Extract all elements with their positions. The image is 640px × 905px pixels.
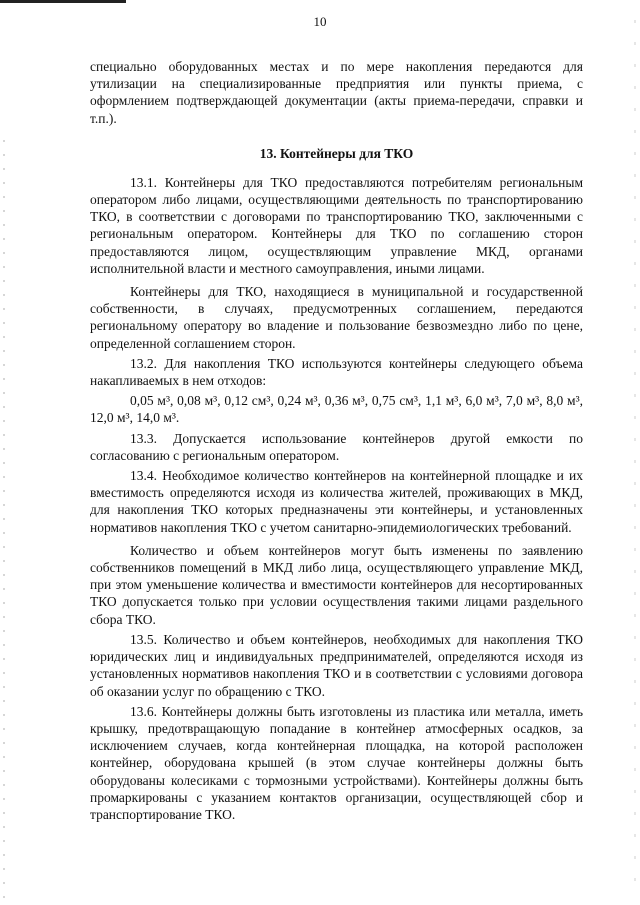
container-volumes: 0,05 м³, 0,08 м³, 0,12 см³, 0,24 м³, 0,36 м³, 0,75 см³, 1,1 м³, 6,0 м³, 7,0 м³, 8,0 м³, 12,0 м³, 14,0 м³. (90, 393, 583, 426)
page-number: 10 (313, 14, 327, 29)
paragraph-13-6: 13.6. Контейнеры должны быть изготовлены из пластика или металла, иметь крышку, предотвращающую попадание в контейнер атмосферных осадков, за исключением случаев, когда контейнерная площадка, на которой расположен контейнер, оборудована крышей (в этом случае контейнеры должны быть оборудованы колесиками с тормозными устройствами). Контейнеры должны быть промаркированы с указанием контактов организации, осуществляющей сбор и транспортирование ТКО. (90, 703, 583, 822)
paragraph-13-2: 13.2. Для накопления ТКО используются контейнеры следующего объема накапливаемых в нем отходов: (90, 355, 583, 389)
paragraph-13-4: 13.4. Необходимое количество контейнеров на контейнерной площадке и их вместимость определяются исходя из количества жителей, проживающих в МКД, для накопления ТКО которых предназначены эти контейнеры, и установленных нормативов накопления ТКО с учетом санитарно-эпидемиологических требований. (90, 468, 583, 535)
paragraph-13-4-changes: Количество и объем контейнеров могут быть изменены по заявлению собственников помещений в МКД либо лица, осуществляющего управление МКД, при этом уменьшение количества и вместимости контейнеров для несортированных ТКО допускается только при условии осуществления такими лицами раздельного сбора ТКО. (90, 542, 583, 627)
paragraph-13-3: 13.3. Допускается использование контейнеров другой емкости по согласованию с региональным оператором. (90, 430, 583, 463)
top-rule (0, 0, 126, 3)
intro-paragraph: специально оборудованных местах и по мере накопления передаются для утилизации на специализированные предприятия или пункты приема, с оформлением подтверждающей документации (акты приема-передачи, справки и т.п.). (90, 59, 583, 126)
scan-edge-right (634, 20, 636, 890)
section-title: 13. Контейнеры для ТКО (259, 145, 414, 161)
paragraph-13-1: 13.1. Контейнеры для ТКО предоставляются потребителям региональным оператором либо лицами, осуществляющими деятельность по транспортированию ТКО, в соответствии с договорами по транспортированию ТКО, заключенными с региональным оператором. Контейнеры для ТКО по соглашению сторон предоставляются лицом, осуществляющим управление МКД, органами исполнительной власти и местного самоуправления, иными лицами. (90, 174, 583, 276)
document-body (90, 58, 583, 823)
paragraph-13-5: 13.5. Количество и объем контейнеров, необходимых для накопления ТКО юридических лиц и индивидуальных предпринимателей, определяются исходя из установленных нормативов накопления ТКО и в соответствии с условиями договора об оказании услуг по обращению с ТКО. (90, 631, 583, 699)
paragraph-13-1-owned: Контейнеры для ТКО, находящиеся в муниципальной и государственной собственности, в случаях, предусмотренных соглашением, передаются региональному оператору во владение и пользование безвозмездно либо по цене, определенной соглашением сторон. (90, 284, 583, 351)
scan-edge-left (3, 140, 5, 900)
